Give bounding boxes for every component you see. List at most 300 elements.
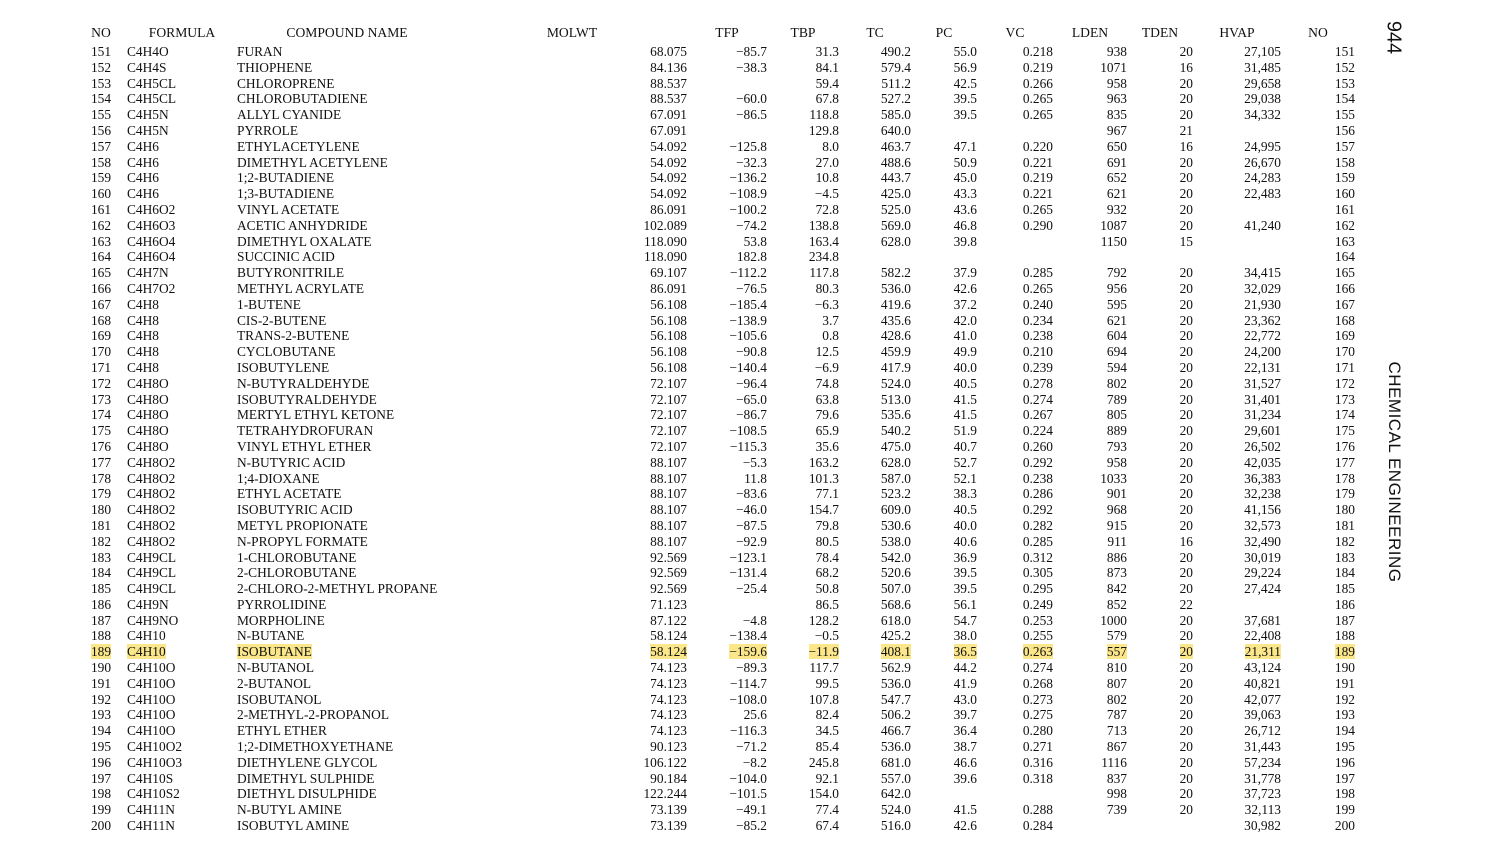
cell-no-right: 182 bbox=[1334, 533, 1355, 549]
cell-no-right: 168 bbox=[1334, 312, 1355, 328]
cell-tbp: 78.4 bbox=[815, 549, 839, 565]
cell-tc: 507.0 bbox=[880, 581, 911, 597]
cell-pc: 36.5 bbox=[953, 644, 977, 660]
cell-lden: 557 bbox=[1106, 644, 1127, 660]
cell-lden: 807 bbox=[1106, 675, 1127, 691]
cell-compound-name: 1;2-DIMETHOXYETHANE bbox=[237, 739, 394, 755]
cell-lden: 1033 bbox=[1100, 470, 1127, 486]
cell-molwt: 88.537 bbox=[650, 91, 687, 107]
cell-no: 194 bbox=[90, 723, 112, 739]
cell-tc: 524.0 bbox=[880, 375, 911, 391]
cell-no: 153 bbox=[90, 75, 112, 91]
cell-hvap: 30,982 bbox=[1244, 818, 1281, 834]
cell-no: 158 bbox=[90, 154, 112, 170]
cell-lden: 652 bbox=[1106, 170, 1127, 186]
cell-no: 188 bbox=[90, 628, 112, 644]
cell-lden: 911 bbox=[1107, 533, 1127, 549]
cell-pc: 50.9 bbox=[953, 154, 977, 170]
cell-tc: 557.0 bbox=[880, 770, 911, 786]
cell-no-right: 187 bbox=[1334, 612, 1355, 628]
cell-tbp: 92.1 bbox=[815, 770, 839, 786]
cell-molwt: 88.107 bbox=[650, 517, 687, 533]
cell-no: 174 bbox=[90, 407, 112, 423]
cell-pc: 44.2 bbox=[953, 660, 977, 676]
cell-tfp: −138.4 bbox=[729, 628, 767, 644]
cell-tden: 20 bbox=[1179, 359, 1193, 375]
cell-tden: 21 bbox=[1179, 122, 1193, 138]
cell-molwt: 118.090 bbox=[643, 249, 687, 265]
cell-compound-name: MERTYL ETHYL KETONE bbox=[237, 407, 395, 423]
cell-lden: 621 bbox=[1106, 186, 1127, 202]
cell-molwt: 74.123 bbox=[650, 707, 687, 723]
cell-formula: C4H8O2 bbox=[127, 502, 176, 518]
cell-pc: 40.0 bbox=[953, 359, 977, 375]
cell-no: 162 bbox=[90, 217, 112, 233]
table-row bbox=[75, 407, 1355, 423]
cell-tfp: −108.0 bbox=[729, 691, 767, 707]
table-row bbox=[75, 297, 1355, 313]
cell-no: 177 bbox=[90, 454, 112, 470]
cell-formula: C4H9CL bbox=[127, 549, 177, 565]
cell-vc: 0.274 bbox=[1022, 660, 1053, 676]
table-row bbox=[75, 644, 1355, 660]
cell-tden: 16 bbox=[1179, 138, 1193, 154]
cell-tc: 618.0 bbox=[880, 612, 911, 628]
cell-tc: 681.0 bbox=[880, 754, 911, 770]
cell-tfp: −138.9 bbox=[729, 312, 767, 328]
cell-compound-name: ISOBUTYRALDEHYDE bbox=[237, 391, 377, 407]
cell-lden: 837 bbox=[1106, 770, 1127, 786]
cell-tfp: −136.2 bbox=[729, 170, 767, 186]
cell-compound-name: ISOBUTYLENE bbox=[237, 359, 330, 375]
cell-tden: 20 bbox=[1179, 44, 1193, 59]
cell-tc: 527.2 bbox=[880, 91, 911, 107]
cell-formula: C4H11N bbox=[127, 818, 175, 834]
cell-lden: 915 bbox=[1106, 517, 1127, 533]
cell-tbp: 77.1 bbox=[815, 486, 839, 502]
table-row bbox=[75, 581, 1355, 597]
cell-no: 192 bbox=[90, 691, 112, 707]
cell-molwt: 84.136 bbox=[650, 59, 687, 75]
cell-hvap: 26,502 bbox=[1244, 438, 1281, 454]
cell-tden: 20 bbox=[1179, 217, 1193, 233]
cell-pc bbox=[911, 123, 977, 139]
cell-pc: 56.9 bbox=[953, 59, 977, 75]
cell-compound-name: CYCLOBUTANE bbox=[237, 344, 336, 360]
cell-molwt: 118.090 bbox=[643, 233, 687, 249]
cell-tbp: 27.0 bbox=[815, 154, 839, 170]
cell-hvap: 41,240 bbox=[1244, 217, 1281, 233]
cell-molwt: 88.107 bbox=[650, 486, 687, 502]
cell-tfp: −108.9 bbox=[729, 186, 767, 202]
cell-hvap bbox=[1193, 249, 1281, 265]
cell-tden: 20 bbox=[1179, 296, 1193, 312]
cell-pc: 42.5 bbox=[953, 75, 977, 91]
cell-no: 181 bbox=[90, 517, 112, 533]
cell-compound-name: ISOBUTYRIC ACID bbox=[237, 502, 353, 518]
cell-tc: 609.0 bbox=[880, 502, 911, 518]
cell-molwt: 88.107 bbox=[650, 454, 687, 470]
cell-pc: 42.0 bbox=[953, 312, 977, 328]
cell-tfp: −85.2 bbox=[736, 818, 767, 834]
table-row bbox=[75, 550, 1355, 566]
cell-pc: 42.6 bbox=[953, 818, 977, 834]
cell-tbp: 163.4 bbox=[808, 233, 839, 249]
cell-tfp: −104.0 bbox=[729, 770, 767, 786]
cell-molwt: 72.107 bbox=[650, 438, 687, 454]
cell-hvap: 32,238 bbox=[1244, 486, 1281, 502]
cell-vc: 0.282 bbox=[1022, 517, 1053, 533]
cell-tbp: 10.8 bbox=[815, 170, 839, 186]
cell-compound-name: BUTYRONITRILE bbox=[237, 265, 345, 281]
table-row bbox=[75, 597, 1355, 613]
cell-tfp: −114.7 bbox=[729, 675, 767, 691]
cell-tc bbox=[839, 249, 911, 265]
cell-pc: 41.5 bbox=[953, 407, 977, 423]
table-row bbox=[75, 755, 1355, 771]
cell-hvap: 24,283 bbox=[1244, 170, 1281, 186]
cell-molwt: 56.108 bbox=[650, 328, 687, 344]
cell-tc: 540.2 bbox=[880, 423, 911, 439]
cell-compound-name: CHLOROPRENE bbox=[237, 75, 335, 91]
cell-no-right: 186 bbox=[1334, 596, 1355, 612]
cell-lden: 958 bbox=[1106, 454, 1127, 470]
cell-lden: 793 bbox=[1106, 438, 1127, 454]
cell-vc: 0.268 bbox=[1022, 675, 1053, 691]
cell-pc: 41.5 bbox=[953, 391, 977, 407]
cell-no: 193 bbox=[90, 707, 112, 723]
cell-hvap: 31,485 bbox=[1244, 59, 1281, 75]
cell-no: 178 bbox=[90, 470, 112, 486]
cell-tfp: −112.2 bbox=[729, 265, 767, 281]
cell-no: 167 bbox=[90, 296, 112, 312]
cell-no: 184 bbox=[90, 565, 112, 581]
cell-tbp: 101.3 bbox=[808, 470, 839, 486]
cell-compound-name: 2-METHYL-2-PROPANOL bbox=[237, 707, 390, 723]
cell-hvap: 21,311 bbox=[1244, 644, 1281, 660]
cell-lden: 594 bbox=[1106, 359, 1127, 375]
cell-compound-name: PYRROLE bbox=[237, 122, 299, 138]
cell-tbp: 31.3 bbox=[815, 44, 839, 59]
cell-vc: 0.265 bbox=[1022, 280, 1053, 296]
cell-no-right: 173 bbox=[1334, 391, 1355, 407]
cell-compound-name: N-BUTANE bbox=[237, 628, 305, 644]
cell-tc: 587.0 bbox=[880, 470, 911, 486]
cell-hvap: 31,234 bbox=[1244, 407, 1281, 423]
cell-lden: 968 bbox=[1106, 502, 1127, 518]
cell-no: 165 bbox=[90, 265, 112, 281]
cell-no: 166 bbox=[90, 280, 112, 296]
cell-tbp: 8.0 bbox=[822, 138, 839, 154]
cell-no-right: 174 bbox=[1334, 407, 1355, 423]
table-row bbox=[75, 676, 1355, 692]
cell-tfp: −46.0 bbox=[736, 502, 767, 518]
cell-tc: 408.1 bbox=[880, 644, 911, 660]
cell-pc: 55.0 bbox=[953, 44, 977, 59]
cell-compound-name: N-BUTYL AMINE bbox=[237, 802, 342, 818]
cell-pc: 47.1 bbox=[953, 138, 977, 154]
cell-formula: C4H8O bbox=[127, 407, 169, 423]
cell-lden: 691 bbox=[1106, 154, 1127, 170]
cell-compound-name: N-BUTYRALDEHYDE bbox=[237, 375, 370, 391]
cell-molwt: 67.091 bbox=[650, 107, 687, 123]
cell-hvap: 37,723 bbox=[1244, 786, 1281, 802]
cell-lden: 889 bbox=[1106, 423, 1127, 439]
cell-tbp: 163.2 bbox=[808, 454, 839, 470]
cell-compound-name: PYRROLIDINE bbox=[237, 596, 327, 612]
cell-molwt: 74.123 bbox=[650, 723, 687, 739]
cell-no-right: 192 bbox=[1334, 691, 1355, 707]
cell-tden: 20 bbox=[1179, 628, 1193, 644]
cell-compound-name: ISOBUTANOL bbox=[237, 691, 322, 707]
cell-hvap: 32,573 bbox=[1244, 517, 1281, 533]
cell-no-right: 189 bbox=[1334, 644, 1355, 660]
cell-no: 200 bbox=[90, 818, 112, 834]
cell-hvap: 41,156 bbox=[1244, 502, 1281, 518]
cell-formula: C4H10S2 bbox=[127, 786, 180, 802]
table-row bbox=[75, 155, 1355, 171]
cell-no: 186 bbox=[90, 596, 112, 612]
cell-vc bbox=[977, 786, 1053, 802]
cell-no: 189 bbox=[90, 644, 112, 660]
cell-formula: C4H10O bbox=[127, 691, 176, 707]
cell-molwt: 86.091 bbox=[650, 280, 687, 296]
cell-no: 175 bbox=[90, 423, 112, 439]
cell-tbp: 118.8 bbox=[809, 107, 839, 123]
cell-vc: 0.318 bbox=[1022, 770, 1053, 786]
cell-pc: 41.9 bbox=[953, 675, 977, 691]
cell-tden: 20 bbox=[1179, 739, 1193, 755]
cell-molwt: 72.107 bbox=[650, 391, 687, 407]
cell-no-right: 155 bbox=[1334, 107, 1355, 123]
cell-formula: C4H8O bbox=[127, 391, 169, 407]
cell-tfp: −185.4 bbox=[729, 296, 767, 312]
table-row bbox=[75, 613, 1355, 629]
cell-formula: C4H8 bbox=[127, 359, 159, 375]
cell-pc: 40.0 bbox=[953, 517, 977, 533]
cell-tbp: 154.7 bbox=[808, 502, 839, 518]
cell-tbp: 68.2 bbox=[815, 565, 839, 581]
cell-tc: 488.6 bbox=[880, 154, 911, 170]
cell-lden: 867 bbox=[1106, 739, 1127, 755]
table-row bbox=[75, 818, 1355, 834]
cell-tbp: 82.4 bbox=[815, 707, 839, 723]
table-row bbox=[75, 139, 1355, 155]
cell-pc: 36.9 bbox=[953, 549, 977, 565]
cell-tc: 568.6 bbox=[880, 596, 911, 612]
cell-no-right: 197 bbox=[1334, 770, 1355, 786]
cell-tfp: −32.3 bbox=[736, 154, 767, 170]
table-row bbox=[75, 471, 1355, 487]
cell-molwt: 88.107 bbox=[650, 470, 687, 486]
cell-lden: 998 bbox=[1106, 786, 1127, 802]
cell-no: 172 bbox=[90, 375, 112, 391]
cell-tden: 20 bbox=[1179, 786, 1193, 802]
cell-compound-name: ALLYL CYANIDE bbox=[237, 107, 342, 123]
cell-tfp: −105.6 bbox=[729, 328, 767, 344]
cell-formula: C4H9NO bbox=[127, 612, 179, 628]
cell-tc: 520.6 bbox=[880, 565, 911, 581]
cell-hvap: 34,332 bbox=[1244, 107, 1281, 123]
cell-formula: C4H6O2 bbox=[127, 201, 176, 217]
cell-tbp: 99.5 bbox=[815, 675, 839, 691]
cell-no: 183 bbox=[90, 549, 112, 565]
cell-no-right: 153 bbox=[1334, 75, 1355, 91]
cell-vc: 0.210 bbox=[1022, 344, 1053, 360]
cell-tc: 628.0 bbox=[880, 454, 911, 470]
cell-compound-name: ETHYL ETHER bbox=[237, 723, 327, 739]
cell-no: 180 bbox=[90, 502, 112, 518]
cell-molwt: 71.123 bbox=[650, 596, 687, 612]
cell-tc: 579.4 bbox=[880, 59, 911, 75]
cell-tden: 20 bbox=[1179, 107, 1193, 123]
cell-tbp: 50.8 bbox=[815, 581, 839, 597]
cell-vc: 0.253 bbox=[1022, 612, 1053, 628]
cell-tden: 16 bbox=[1179, 533, 1193, 549]
cell-no-right: 183 bbox=[1334, 549, 1355, 565]
cell-tfp: −4.8 bbox=[742, 612, 767, 628]
cell-no-right: 169 bbox=[1334, 328, 1355, 344]
cell-tbp: −0.5 bbox=[814, 628, 839, 644]
cell-no: 173 bbox=[90, 391, 112, 407]
cell-tfp: −108.5 bbox=[729, 423, 767, 439]
cell-tbp: 12.5 bbox=[815, 344, 839, 360]
cell-tfp bbox=[687, 123, 767, 139]
cell-hvap: 29,658 bbox=[1244, 75, 1281, 91]
cell-compound-name: ACETIC ANHYDRIDE bbox=[237, 217, 368, 233]
cell-formula: C4H10O bbox=[127, 675, 176, 691]
cell-vc: 0.238 bbox=[1022, 470, 1053, 486]
cell-no-right: 184 bbox=[1334, 565, 1355, 581]
cell-compound-name: CHLOROBUTADIENE bbox=[237, 91, 368, 107]
cell-formula: C4H6O4 bbox=[127, 233, 176, 249]
cell-tfp: −92.9 bbox=[736, 533, 767, 549]
cell-compound-name: ETHYLACETYLENE bbox=[237, 138, 360, 154]
cell-formula: C4H10O bbox=[127, 660, 176, 676]
cell-no-right: 156 bbox=[1334, 122, 1355, 138]
cell-hvap: 29,224 bbox=[1244, 565, 1281, 581]
cell-tc: 463.7 bbox=[880, 138, 911, 154]
cell-lden: 604 bbox=[1106, 328, 1127, 344]
cell-vc: 0.234 bbox=[1022, 312, 1053, 328]
cell-tc: 562.9 bbox=[880, 660, 911, 676]
cell-no-right: 193 bbox=[1334, 707, 1355, 723]
cell-tden: 20 bbox=[1179, 802, 1193, 818]
cell-tc: 536.0 bbox=[880, 675, 911, 691]
table-row bbox=[75, 534, 1355, 550]
cell-lden: 842 bbox=[1106, 581, 1127, 597]
table-row bbox=[75, 376, 1355, 392]
cell-formula: C4H8O bbox=[127, 375, 169, 391]
cell-vc bbox=[977, 234, 1053, 250]
cell-tc: 511.2 bbox=[881, 75, 911, 91]
cell-tfp: −8.2 bbox=[742, 754, 767, 770]
cell-tbp: −6.9 bbox=[814, 359, 839, 375]
cell-tden: 20 bbox=[1179, 312, 1193, 328]
cell-lden: 1150 bbox=[1100, 233, 1127, 249]
cell-tden: 20 bbox=[1179, 502, 1193, 518]
cell-formula: C4H7N bbox=[127, 265, 169, 281]
cell-formula: C4H5CL bbox=[127, 91, 177, 107]
cell-formula: C4H5CL bbox=[127, 75, 177, 91]
cell-tfp: 182.8 bbox=[736, 249, 767, 265]
cell-hvap: 27,424 bbox=[1244, 581, 1281, 597]
cell-tfp: −90.8 bbox=[736, 344, 767, 360]
cell-formula: C4H6 bbox=[127, 186, 159, 202]
table-row bbox=[75, 107, 1355, 123]
cell-no-right: 177 bbox=[1334, 454, 1355, 470]
cell-compound-name: SUCCINIC ACID bbox=[237, 249, 335, 265]
cell-formula: C4H6 bbox=[127, 170, 159, 186]
cell-compound-name: FURAN bbox=[237, 44, 283, 59]
cell-no: 171 bbox=[90, 359, 112, 375]
cell-pc: 40.6 bbox=[953, 533, 977, 549]
cell-tbp: 79.6 bbox=[815, 407, 839, 423]
cell-compound-name: TRANS-2-BUTENE bbox=[237, 328, 350, 344]
table-row bbox=[75, 186, 1355, 202]
cell-hvap: 29,038 bbox=[1244, 91, 1281, 107]
cell-tbp: 138.8 bbox=[808, 217, 839, 233]
cell-tc: 435.6 bbox=[880, 312, 911, 328]
cell-hvap: 26,670 bbox=[1244, 154, 1281, 170]
header-no-right: NO bbox=[1308, 25, 1328, 41]
cell-molwt: 68.075 bbox=[650, 44, 687, 59]
cell-tden: 20 bbox=[1179, 170, 1193, 186]
cell-vc: 0.220 bbox=[1022, 138, 1053, 154]
cell-no-right: 161 bbox=[1334, 201, 1355, 217]
table-row bbox=[75, 170, 1355, 186]
cell-hvap: 22,483 bbox=[1244, 186, 1281, 202]
table-row bbox=[75, 328, 1355, 344]
cell-formula: C4H8O bbox=[127, 438, 169, 454]
cell-compound-name: DIMETHYL ACETYLENE bbox=[237, 154, 388, 170]
cell-vc bbox=[977, 123, 1053, 139]
cell-no-right: 165 bbox=[1334, 265, 1355, 281]
cell-pc: 56.1 bbox=[953, 596, 977, 612]
cell-hvap: 31,443 bbox=[1244, 739, 1281, 755]
cell-tfp: −49.1 bbox=[736, 802, 767, 818]
cell-hvap: 42,035 bbox=[1244, 454, 1281, 470]
cell-tc: 536.0 bbox=[880, 280, 911, 296]
table-row bbox=[75, 628, 1355, 644]
cell-formula: C4H6 bbox=[127, 154, 159, 170]
cell-molwt: 54.092 bbox=[650, 186, 687, 202]
cell-molwt: 54.092 bbox=[650, 154, 687, 170]
cell-lden: 901 bbox=[1106, 486, 1127, 502]
cell-compound-name: 2-CHLOROBUTANE bbox=[237, 565, 357, 581]
cell-hvap: 32,490 bbox=[1244, 533, 1281, 549]
table-row bbox=[75, 660, 1355, 676]
cell-formula: C4H6O4 bbox=[127, 249, 176, 265]
table-row bbox=[75, 786, 1355, 802]
cell-tc: 640.0 bbox=[880, 122, 911, 138]
cell-molwt: 88.107 bbox=[650, 533, 687, 549]
cell-compound-name: DIMETHYL SULPHIDE bbox=[237, 770, 375, 786]
cell-tbp: 79.8 bbox=[815, 517, 839, 533]
cell-vc: 0.266 bbox=[1022, 75, 1053, 91]
cell-molwt: 122.244 bbox=[643, 786, 687, 802]
cell-tfp: −115.3 bbox=[729, 438, 767, 454]
cell-pc: 52.1 bbox=[953, 470, 977, 486]
cell-compound-name: METYL PROPIONATE bbox=[237, 517, 368, 533]
cell-no-right: 154 bbox=[1334, 91, 1355, 107]
cell-tc: 585.0 bbox=[880, 107, 911, 123]
cell-vc: 0.267 bbox=[1022, 407, 1053, 423]
cell-no-right: 160 bbox=[1334, 186, 1355, 202]
cell-pc: 37.9 bbox=[953, 265, 977, 281]
cell-lden: 792 bbox=[1106, 265, 1127, 281]
cell-vc: 0.286 bbox=[1022, 486, 1053, 502]
